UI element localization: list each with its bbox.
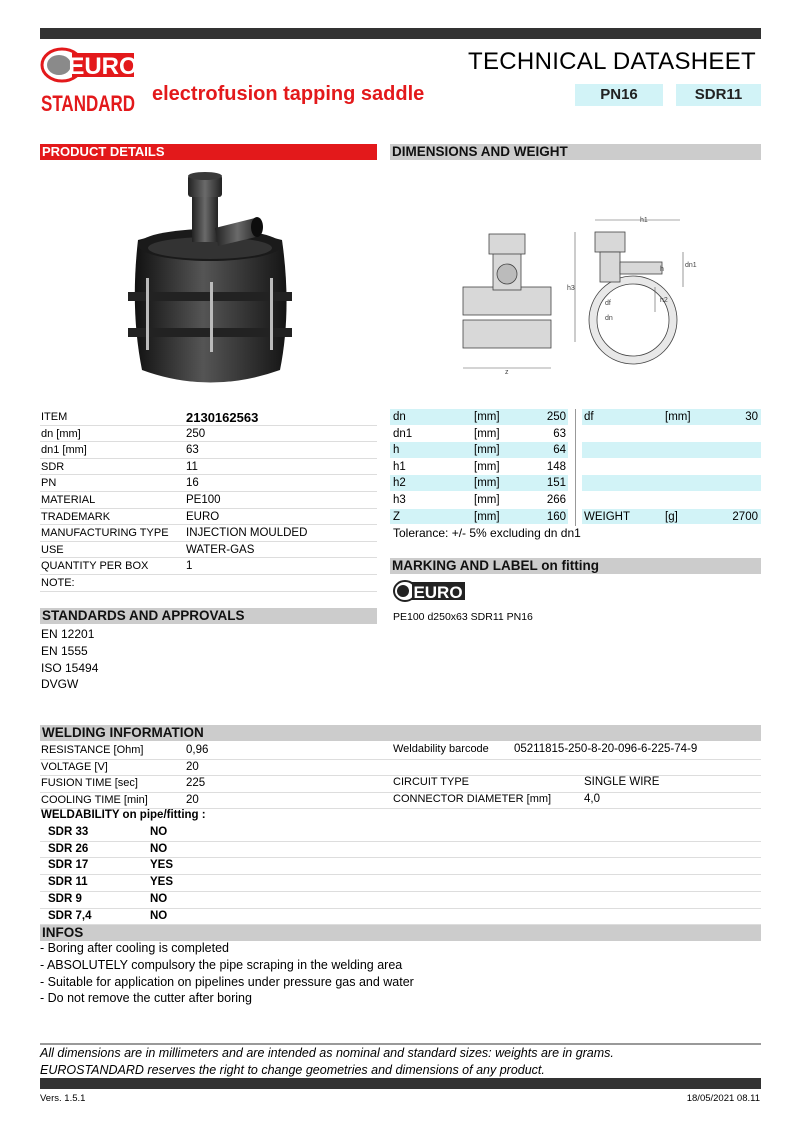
weldability-row-line	[40, 857, 761, 858]
weldability-row-line	[40, 874, 761, 875]
weldability-result: YES	[150, 876, 174, 889]
dimension-right-value: 2700	[732, 510, 758, 523]
dimension-name: Z	[393, 510, 401, 523]
standard-item: EN 1555	[41, 643, 88, 658]
product-row-label: MATERIAL	[41, 494, 96, 506]
weldability-result: NO	[150, 892, 168, 905]
top-bar	[40, 28, 761, 39]
circuit-label: CIRCUIT TYPE	[393, 776, 469, 788]
product-row	[40, 475, 377, 492]
eurostandard-logo	[40, 45, 140, 115]
product-row-value: WATER-GAS	[186, 543, 255, 556]
technical-drawing	[455, 212, 695, 377]
welding-label: COOLING TIME [min]	[41, 793, 148, 806]
dim-label-dn: dn	[605, 315, 613, 322]
logo-text-top: EURO	[68, 53, 138, 80]
dimension-name: h2	[393, 477, 406, 490]
dimension-right-unit: [mm]	[665, 411, 691, 423]
dim-label-h3: h3	[567, 285, 575, 292]
product-row-label: QUANTITY PER BOX	[41, 560, 149, 573]
weldability-sdr: SDR 11	[48, 876, 88, 889]
barcode-label: Weldability barcode	[393, 743, 489, 755]
marking-logo	[393, 579, 467, 603]
tolerance-note: Tolerance: +/- 5% excluding dn dn1	[393, 526, 581, 540]
weldability-result: NO	[150, 826, 168, 838]
welding-value: 20	[186, 760, 199, 773]
footer-note-rights: EUROSTANDARD reserves the right to change geometries and dimensions of any product.	[40, 1063, 545, 1077]
version: Vers. 1.5.1	[40, 1093, 86, 1104]
info-item: - Suitable for application on pipelines under pressure gas and water	[40, 974, 414, 989]
connector-value: 4,0	[584, 793, 600, 805]
dimension-right-row	[582, 492, 761, 509]
welding-label: RESISTANCE [Ohm]	[41, 744, 144, 756]
product-row-value: 1	[186, 560, 193, 573]
dimension-right-value: 30	[745, 411, 758, 423]
product-row-label: PN	[41, 477, 57, 490]
product-row	[40, 426, 377, 443]
dimension-unit: [mm]	[474, 477, 500, 490]
product-row-label: dn1 [mm]	[41, 444, 87, 457]
dimension-right-name: df	[584, 411, 594, 423]
weldability-row-line	[40, 891, 761, 892]
product-row-value: 250	[186, 427, 206, 440]
dim-label-dn1: dn1	[685, 262, 697, 269]
standard-item: EN 12201	[41, 627, 95, 641]
product-row-value: 16	[186, 477, 199, 490]
dimension-unit: [mm]	[474, 411, 500, 423]
weldability-result: YES	[150, 859, 174, 872]
section-dimensions-weight: DIMENSIONS AND WEIGHT	[390, 144, 761, 160]
logo-text-bottom: STANDARD	[41, 91, 135, 116]
print-date: 18/05/2021 08.11	[686, 1093, 760, 1104]
product-row-value: 63	[186, 444, 199, 457]
weldability-result: NO	[150, 909, 168, 922]
sdr-badge: SDR11	[676, 84, 761, 106]
dimension-value: 63	[553, 427, 566, 440]
product-row-label: ITEM	[41, 411, 68, 423]
dim-label-h2: h2	[660, 297, 668, 304]
table-divider	[575, 409, 576, 526]
dimension-name: dn	[393, 411, 406, 423]
dimension-right-row	[582, 475, 761, 492]
weldability-sdr: SDR 7,4	[48, 909, 92, 922]
product-row-label: SDR	[41, 460, 65, 473]
dimension-right-row	[582, 459, 761, 476]
product-row	[40, 575, 377, 592]
section-product-details: PRODUCT DETAILS	[40, 144, 377, 160]
standard-item: ISO 15494	[41, 660, 99, 675]
document-title: TECHNICAL DATASHEET	[468, 48, 756, 75]
welding-row-line	[40, 759, 761, 760]
info-item: - Boring after cooling is completed	[40, 941, 229, 955]
product-row	[40, 459, 377, 476]
dimension-value: 64	[553, 444, 566, 457]
dimension-unit: [mm]	[474, 494, 500, 506]
weldability-sdr: SDR 33	[48, 826, 89, 838]
dim-label-z: z	[505, 369, 509, 376]
product-row-label: USE	[41, 543, 64, 556]
dim-label-h1: h1	[640, 217, 648, 224]
product-row-label: NOTE:	[41, 577, 75, 589]
footer-rule	[40, 1043, 761, 1045]
weldability-sdr: SDR 17	[48, 859, 89, 872]
marking-logo-text: EURO	[413, 583, 463, 602]
product-row-value: PE100	[186, 494, 221, 506]
bottom-bar	[40, 1078, 761, 1089]
info-item: - ABSOLUTELY compulsory the pipe scraping in the welding area	[40, 957, 403, 972]
product-image	[120, 170, 300, 385]
product-row-value: EURO	[186, 510, 220, 523]
dimension-right-name: WEIGHT	[584, 510, 630, 523]
dimension-unit: [mm]	[474, 460, 500, 473]
dimension-unit: [mm]	[474, 444, 500, 457]
standard-item: DVGW	[41, 677, 79, 692]
barcode-value: 05211815-250-8-20-096-6-225-74-9	[514, 743, 698, 755]
dimension-value: 151	[546, 477, 566, 490]
product-row-value: 2130162563	[186, 410, 259, 425]
pn-badge: PN16	[575, 84, 663, 106]
weldability-sdr: SDR 26	[48, 842, 89, 855]
info-item: - Do not remove the cutter after boring	[40, 991, 252, 1006]
dimension-value: 266	[546, 494, 566, 506]
welding-value: 225	[186, 777, 206, 790]
footer-note-dimensions: All dimensions are in millimeters and are intended as nominal and standard sizes: weights are in grams.	[40, 1046, 614, 1060]
marking-label: PE100 d250x63 SDR11 PN16	[393, 611, 533, 623]
dimension-name: h	[393, 444, 400, 457]
dimension-name: h3	[393, 494, 406, 506]
product-row-label: TRADEMARK	[41, 510, 111, 523]
dimension-name: dn1	[393, 427, 413, 440]
weldability-result: NO	[150, 842, 168, 855]
section-standards: STANDARDS AND APPROVALS	[40, 608, 377, 624]
product-row-value: 11	[186, 460, 198, 473]
dimension-unit: [mm]	[474, 510, 500, 523]
connector-label: CONNECTOR DIAMETER [mm]	[393, 793, 552, 805]
weldability-row-line	[40, 841, 761, 842]
dimension-value: 148	[546, 460, 566, 473]
section-infos: INFOS	[40, 925, 761, 941]
dimension-value: 160	[546, 510, 566, 523]
welding-label: VOLTAGE [V]	[41, 760, 108, 773]
product-subtitle: electrofusion tapping saddle	[152, 83, 425, 105]
section-welding: WELDING INFORMATION	[40, 725, 761, 741]
circuit-value: SINGLE WIRE	[584, 776, 660, 788]
welding-label: FUSION TIME [sec]	[41, 777, 138, 790]
section-marking: MARKING AND LABEL on fitting	[390, 558, 761, 574]
weldability-sdr: SDR 9	[48, 892, 82, 905]
welding-value: 0,96	[186, 744, 209, 756]
dimension-unit: [mm]	[474, 427, 500, 440]
product-row	[40, 442, 377, 459]
weldability-title: WELDABILITY on pipe/fitting :	[41, 809, 206, 821]
dim-label-df: df	[605, 300, 611, 307]
product-row-value: INJECTION MOULDED	[186, 527, 308, 540]
product-row-label: dn [mm]	[41, 427, 81, 440]
product-row-label: MANUFACTURING TYPE	[41, 527, 169, 540]
dim-label-h: h	[660, 266, 664, 273]
dimension-value: 250	[546, 411, 566, 423]
dimension-name: h1	[393, 460, 406, 473]
dimension-right-unit: [g]	[665, 510, 678, 523]
welding-value: 20	[186, 793, 199, 806]
weldability-row-line	[40, 908, 761, 909]
dimension-right-row	[582, 426, 761, 443]
dimension-right-row	[582, 442, 761, 459]
